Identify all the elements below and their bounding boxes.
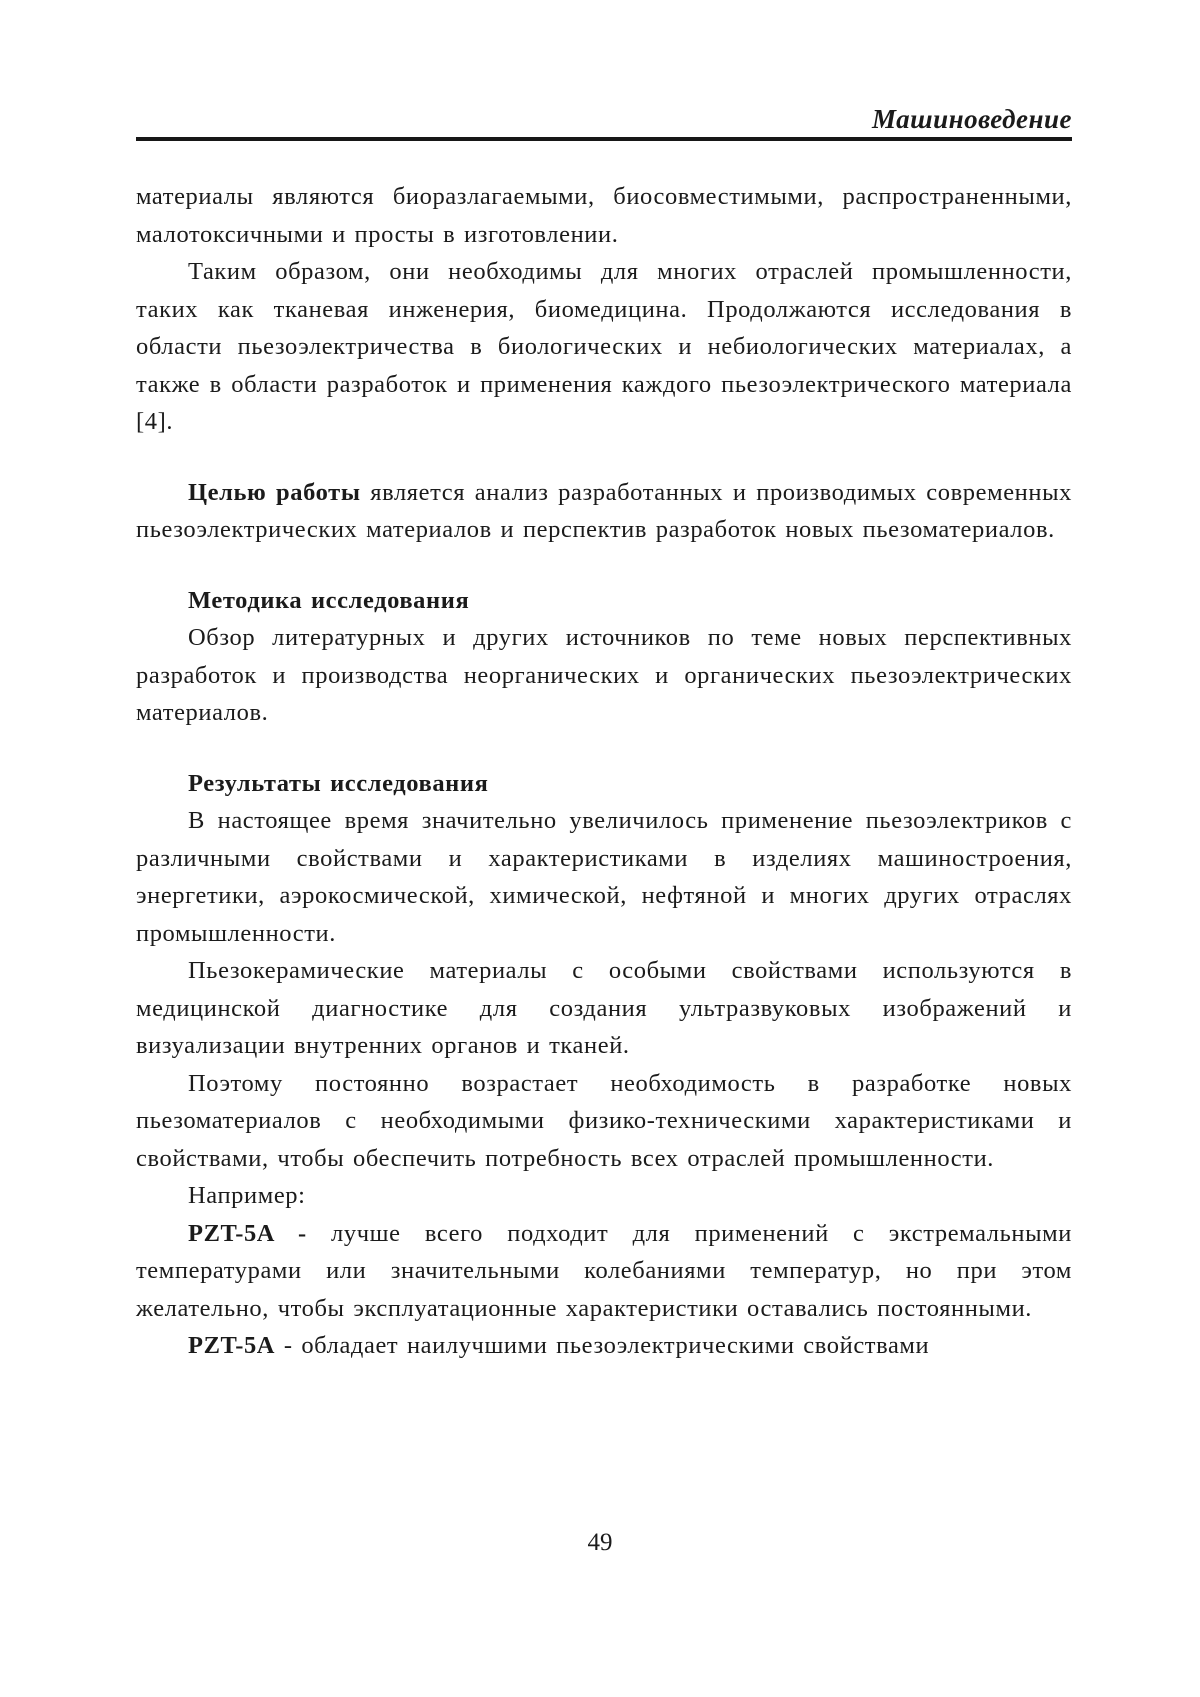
section-gap — [136, 441, 1072, 474]
paragraph-results-2 — [136, 952, 1072, 1065]
paragraph-text: В настоящее время значительно увеличилось применение пьезоэлектриков с различными свойствами и характеристиками в изделиях машиностроения, энергетики, аэрокосмической, химической, нефтяной и многих других отраслях промышленности. — [136, 807, 1072, 947]
paragraph-example-label — [136, 1177, 1072, 1215]
paragraph-lead-goal: Целью работы — [188, 478, 361, 506]
paragraph-pzt5a-first — [136, 1215, 1072, 1328]
page-footer — [0, 1528, 1200, 1558]
paragraph-lead-pzt5a-2: PZT-5A — [188, 1332, 276, 1359]
section-heading-results: Результаты исследования — [188, 769, 489, 797]
paragraph-text: является анализ разработанных и производимых современных пьезоэлектрических материалов и перспектив разработок новых пьезоматериалов. — [136, 478, 1072, 543]
paragraph-text: Таким образом, они необходимы для многих отраслей промышленности, таких как тканевая инженерия, биомедицина. Продолжаются исследования в области пьезоэлектричества в биологических и небиологических материалах, а также в области разработок и применения каждого пьезоэлектрического материала [4]. — [136, 258, 1072, 435]
paragraph-pzt5a-second — [136, 1327, 1072, 1365]
paragraph-results-3 — [136, 1065, 1072, 1178]
paragraph-text: лучше всего подходит для применений с экстремальными температурами или значительными колебаниями температур, но при этом желательно, чтобы эксплуатационные характеристики оставались постоянными. — [136, 1219, 1072, 1322]
paragraph-text: Обзор литературных и других источников по теме новых перспективных разработок и производства неорганических и органических пьезоэлектрических материалов. — [136, 624, 1072, 726]
paragraph-results-1 — [136, 802, 1072, 952]
paragraph-text: Например: — [188, 1182, 306, 1209]
section-gap — [136, 549, 1072, 582]
journal-section-title: Машиноведение — [871, 104, 1072, 134]
paragraph-goal — [136, 474, 1072, 549]
paragraph-intro — [136, 253, 1072, 441]
paragraph-text: Пьезокерамические материалы с особыми свойствами используются в медицинской диагностике для создания ультразвуковых изображений и визуализации внутренних органов и тканей. — [136, 957, 1072, 1059]
paragraph-text: - обладает наилучшими пьезоэлектрическими свойствами — [275, 1332, 930, 1359]
paragraph-intro-continuation — [136, 178, 1072, 253]
document-body — [136, 178, 1072, 1365]
page-number: 49 — [587, 1529, 613, 1556]
paragraph-text: материалы являются биоразлагаемыми, биосовместимыми, распространенными, малотоксичными и просты в изготовлении. — [136, 183, 1072, 248]
paragraph-text: Поэтому постоянно возрастает необходимость в разработке новых пьезоматериалов с необходимыми физико-техническими характеристиками и свойствами, чтобы обеспечить потребность всех отраслей промышленности. — [136, 1069, 1072, 1172]
section-heading-method: Методика исследования — [188, 586, 470, 614]
paragraph-method — [136, 619, 1072, 732]
paragraph-lead-pzt5a: PZT-5A - — [188, 1219, 307, 1247]
section-gap — [136, 732, 1072, 765]
page-header — [136, 104, 1072, 141]
